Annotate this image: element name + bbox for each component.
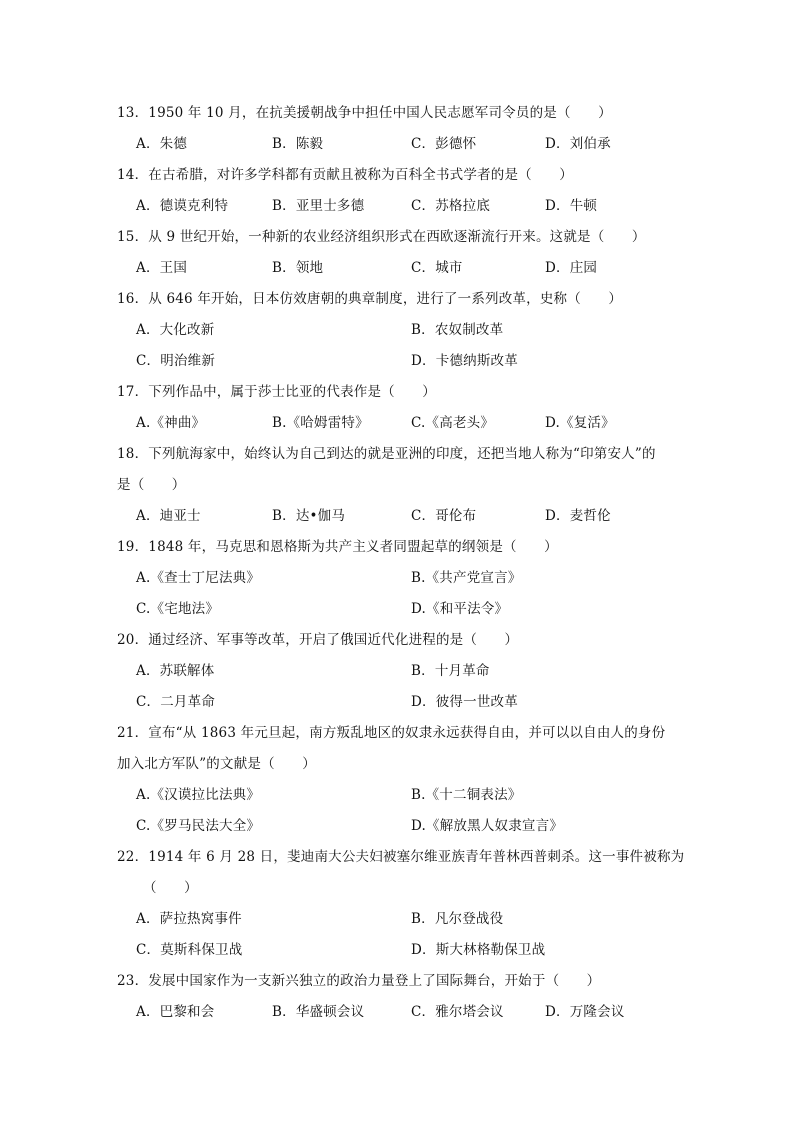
question-19-line: 19．1848 年，马克思和恩格斯为共产主义者同盟起草的纲领是（ ） — [117, 539, 558, 555]
question-13-option-b[interactable]: B．陈毅 — [272, 136, 324, 152]
question-13-option-a[interactable]: A．朱德 — [136, 136, 188, 152]
question-23-option-d[interactable]: D．万隆会议 — [545, 1004, 625, 1020]
question-16-option-a[interactable]: A．大化改新 — [136, 322, 215, 338]
question-18-option-a[interactable]: A．迪亚士 — [136, 508, 201, 524]
question-14-line: 14．在古希腊，对许多学科都有贡献且被称为百科全书式学者的是（ ） — [117, 167, 573, 183]
question-23-option-c[interactable]: C．雅尔塔会议 — [411, 1004, 504, 1020]
question-14-option-b[interactable]: B．亚里士多德 — [272, 198, 365, 214]
question-22-option-c[interactable]: C．莫斯科保卫战 — [136, 942, 243, 958]
question-21-option-b[interactable]: B.《十二铜表法》 — [411, 787, 522, 803]
question-22-option-b[interactable]: B．凡尔登战役 — [411, 911, 504, 927]
question-16-option-c[interactable]: C．明治维新 — [136, 353, 216, 369]
question-19-option-d[interactable]: D.《和平法令》 — [411, 601, 509, 617]
question-16-line: 16．从 646 年开始，日本仿效唐朝的典章制度，进行了一系列改革，史称（ ） — [117, 291, 623, 307]
question-15-option-b[interactable]: B．领地 — [272, 260, 324, 276]
question-15-line: 15．从 9 世纪开始，一种新的农业经济组织形式在西欧逐渐流行开来。这就是（ ） — [117, 229, 646, 245]
question-21-line: 21．宣布“从 1863 年元旦起，南方叛乱地区的奴隶永远获得自由，并可以以自由人的身份 — [117, 725, 666, 741]
question-21-option-d[interactable]: D.《解放黑人奴隶宣言》 — [411, 818, 564, 834]
question-18-line: 是（ ） — [117, 477, 186, 493]
question-14-option-a[interactable]: A．德谟克利特 — [136, 198, 229, 214]
question-15-option-a[interactable]: A．王国 — [136, 260, 188, 276]
question-23-option-a[interactable]: A．巴黎和会 — [136, 1004, 215, 1020]
question-21-option-c[interactable]: C.《罗马民法大全》 — [136, 818, 261, 834]
question-18-option-c[interactable]: C．哥伦布 — [411, 508, 477, 524]
question-22-line: （ ） — [143, 880, 198, 896]
question-20-option-d[interactable]: D．彼得一世改革 — [411, 694, 518, 710]
question-21-line: 加入北方军队”的文献是（ ） — [117, 756, 316, 772]
question-20-line: 20．通过经济、军事等改革，开启了俄国近代化进程的是（ ） — [117, 632, 519, 648]
question-13-option-c[interactable]: C．彭德怀 — [411, 136, 477, 152]
question-17-option-b[interactable]: B.《哈姆雷特》 — [272, 415, 369, 431]
question-15-option-d[interactable]: D．庄园 — [545, 260, 598, 276]
question-20-option-a[interactable]: A．苏联解体 — [136, 663, 215, 679]
question-17-option-a[interactable]: A.《神曲》 — [136, 415, 206, 431]
question-19-option-b[interactable]: B.《共产党宣言》 — [411, 570, 522, 586]
question-21-option-a[interactable]: A.《汉谟拉比法典》 — [136, 787, 261, 803]
question-13-line: 13．1950 年 10 月，在抗美援朝战争中担任中国人民志愿军司令员的是（ ） — [117, 105, 612, 121]
question-15-option-c[interactable]: C．城市 — [411, 260, 463, 276]
question-18-option-b[interactable]: B．达•伽马 — [272, 508, 346, 524]
question-22-line: 22．1914 年 6 月 28 日，斐迪南大公夫妇被塞尔维亚族青年普林西普刺杀。这一事件被称为 — [117, 849, 685, 865]
question-14-option-c[interactable]: C．苏格拉底 — [411, 198, 491, 214]
question-16-option-d[interactable]: D．卡德纳斯改革 — [411, 353, 518, 369]
question-13-option-d[interactable]: D．刘伯承 — [545, 136, 611, 152]
question-14-option-d[interactable]: D．牛顿 — [545, 198, 598, 214]
question-19-option-c[interactable]: C.《宅地法》 — [136, 601, 220, 617]
question-17-option-c[interactable]: C.《高老头》 — [411, 415, 495, 431]
question-19-option-a[interactable]: A.《查士丁尼法典》 — [136, 570, 261, 586]
question-22-option-d[interactable]: D．斯大林格勒保卫战 — [411, 942, 546, 958]
question-18-option-d[interactable]: D．麦哲伦 — [545, 508, 611, 524]
question-17-line: 17．下列作品中，属于莎士比亚的代表作是（ ） — [117, 384, 436, 400]
question-20-option-c[interactable]: C．二月革命 — [136, 694, 216, 710]
question-16-option-b[interactable]: B．农奴制改革 — [411, 322, 504, 338]
question-17-option-d[interactable]: D.《复活》 — [545, 415, 615, 431]
question-20-option-b[interactable]: B．十月革命 — [411, 663, 490, 679]
question-23-option-b[interactable]: B．华盛顿会议 — [272, 1004, 365, 1020]
question-23-line: 23．发展中国家作为一支新兴独立的政治力量登上了国际舞台，开始于（ ） — [117, 973, 601, 989]
question-18-line: 18．下列航海家中，始终认为自己到达的就是亚洲的印度，还把当地人称为“印第安人”的 — [117, 446, 656, 462]
question-22-option-a[interactable]: A．萨拉热窝事件 — [136, 911, 242, 927]
